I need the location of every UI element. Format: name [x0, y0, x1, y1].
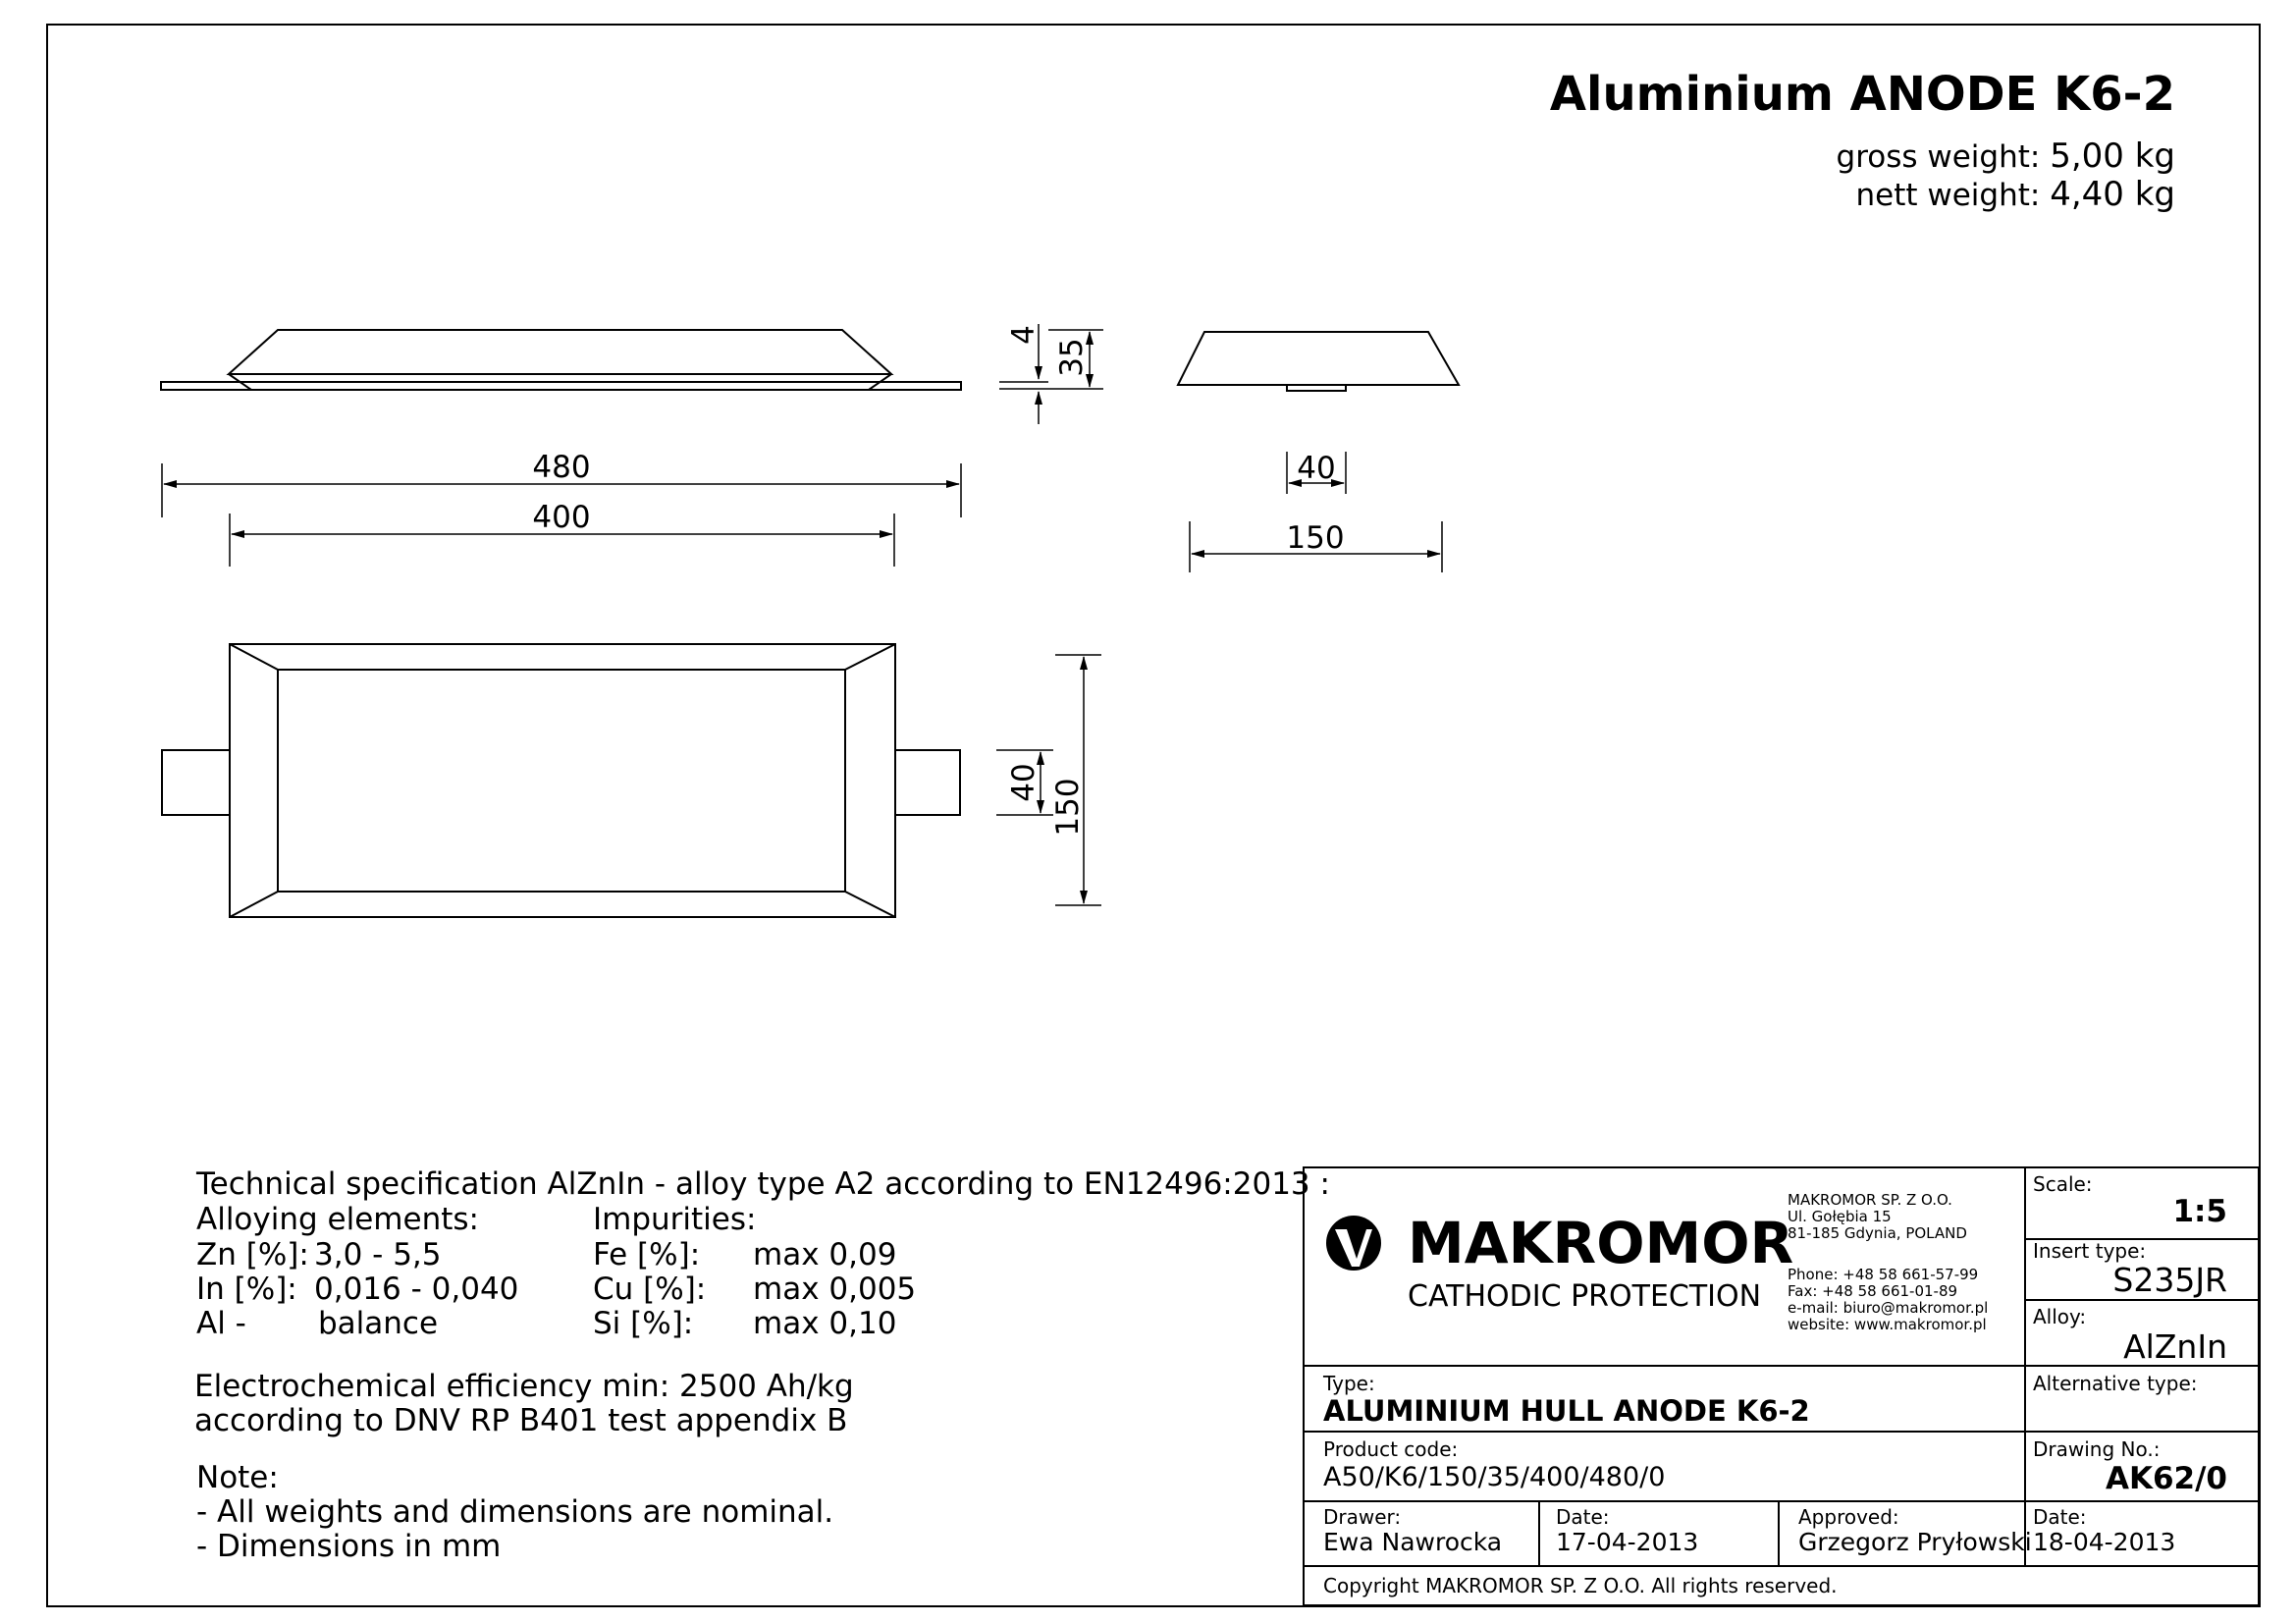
date1-value: 17-04-2013 [1556, 1528, 1699, 1556]
plan-view [162, 644, 960, 917]
drawing-title: Aluminium ANODE K6-2 [1549, 67, 2175, 122]
product-code-label: Product code: [1323, 1437, 1459, 1461]
note-line-1: - All weights and dimensions are nominal. [196, 1494, 834, 1530]
date2-label: Date: [2033, 1505, 2087, 1529]
dim-480-label: 480 [532, 450, 591, 485]
dim-4-label: 4 [1006, 325, 1041, 345]
approved-label: Approved: [1798, 1505, 1899, 1529]
dim-40-plan-label: 40 [1006, 763, 1041, 802]
plan-strap-left [162, 750, 230, 815]
type-value: ALUMINIUM HULL ANODE K6-2 [1323, 1394, 1810, 1428]
contact-line: website: www.makromor.pl [1788, 1316, 1987, 1333]
plan-strap-right [895, 750, 960, 815]
nett-weight-value: 4,40 kg [2050, 175, 2175, 214]
insert-type-label: Insert type: [2033, 1239, 2147, 1263]
end-view [1178, 332, 1459, 391]
date1-label: Date: [1556, 1505, 1610, 1529]
note-line-2: - Dimensions in mm [196, 1529, 502, 1564]
drawing-no-value: AK62/0 [2105, 1461, 2227, 1496]
impurity-el: Cu [%]: [593, 1272, 707, 1307]
nett-weight [1855, 175, 2175, 214]
product-code-value: A50/K6/150/35/400/480/0 [1323, 1462, 1666, 1492]
contact-line: Phone: +48 58 661-57-99 [1788, 1266, 1979, 1283]
alloy-val: 0,016 - 0,040 [314, 1272, 519, 1307]
contact-line: e-mail: biuro@makromor.pl [1788, 1299, 1989, 1317]
spec-heading: Technical specification AlZnIn - alloy type A2 according to EN12496:2013 : [196, 1166, 1330, 1202]
gross-weight-value: 5,00 kg [2050, 136, 2175, 176]
alternative-type-label: Alternative type: [2033, 1372, 2198, 1395]
date2-value: 18-04-2013 [2033, 1528, 2176, 1556]
gross-weight-label: gross weight: [1836, 139, 2041, 175]
impurity-val: max 0,09 [753, 1237, 897, 1272]
gross-weight [1837, 136, 2175, 176]
alloy-value: AlZnIn [2123, 1327, 2227, 1366]
drawing-no-label: Drawing No.: [2033, 1437, 2161, 1461]
dim-35-label: 35 [1054, 338, 1090, 377]
impurity-el: Fe [%]: [593, 1237, 701, 1272]
dim-400-label: 400 [532, 500, 591, 535]
alloy-label: Alloy: [2033, 1305, 2087, 1328]
company-address [1788, 1192, 1967, 1242]
alloy-val: balance [318, 1306, 439, 1341]
efficiency-line-1: Electrochemical efficiency min: 2500 Ah/kg [194, 1369, 854, 1404]
copyright: Copyright MAKROMOR SP. Z O.O. All rights reserved. [1323, 1574, 1838, 1597]
impurity-val: max 0,10 [753, 1306, 897, 1341]
alloying-heading: Alloying elements: [196, 1202, 479, 1237]
side-view [161, 330, 961, 390]
dim-150-plan-label: 150 [1050, 778, 1086, 837]
side-view-strap [161, 382, 961, 390]
contact-line: Fax: +48 58 661-01-89 [1788, 1282, 1958, 1300]
alloy-el: In [%]: [196, 1272, 297, 1307]
makromor-logo-icon [1326, 1216, 1381, 1271]
insert-type-value: S235JR [2112, 1261, 2227, 1299]
impurity-val: max 0,005 [753, 1272, 917, 1307]
type-label: Type: [1323, 1372, 1375, 1395]
company-tagline: CATHODIC PROTECTION [1408, 1279, 1762, 1314]
dim-40-end-label: 40 [1297, 451, 1336, 486]
impurity-el: Si [%]: [593, 1306, 694, 1341]
scale-label: Scale: [2033, 1172, 2093, 1196]
alloy-el: Al - [196, 1306, 246, 1341]
approved-value: Grzegorz Pryłowski [1798, 1528, 2032, 1556]
company-name: MAKROMOR [1408, 1210, 1794, 1276]
address-line: Ul. Gołębia 15 [1788, 1208, 1892, 1225]
scale-value: 1:5 [2172, 1194, 2227, 1229]
alloy-el: Zn [%]: [196, 1237, 309, 1272]
impurities-heading: Impurities: [593, 1202, 757, 1237]
alloy-val: 3,0 - 5,5 [314, 1237, 442, 1272]
address-line: 81-185 Gdynia, POLAND [1788, 1224, 1967, 1242]
drawer-value: Ewa Nawrocka [1323, 1528, 1503, 1556]
address-line: MAKROMOR SP. Z O.O. [1788, 1191, 1952, 1209]
note-heading: Note: [196, 1460, 279, 1495]
nett-weight-label: nett weight: [1855, 178, 2041, 213]
efficiency-line-2: according to DNV RP B401 test appendix B [194, 1403, 848, 1438]
company-contact [1788, 1267, 1988, 1333]
drawer-label: Drawer: [1323, 1505, 1402, 1529]
dim-150-end-label: 150 [1286, 520, 1345, 556]
